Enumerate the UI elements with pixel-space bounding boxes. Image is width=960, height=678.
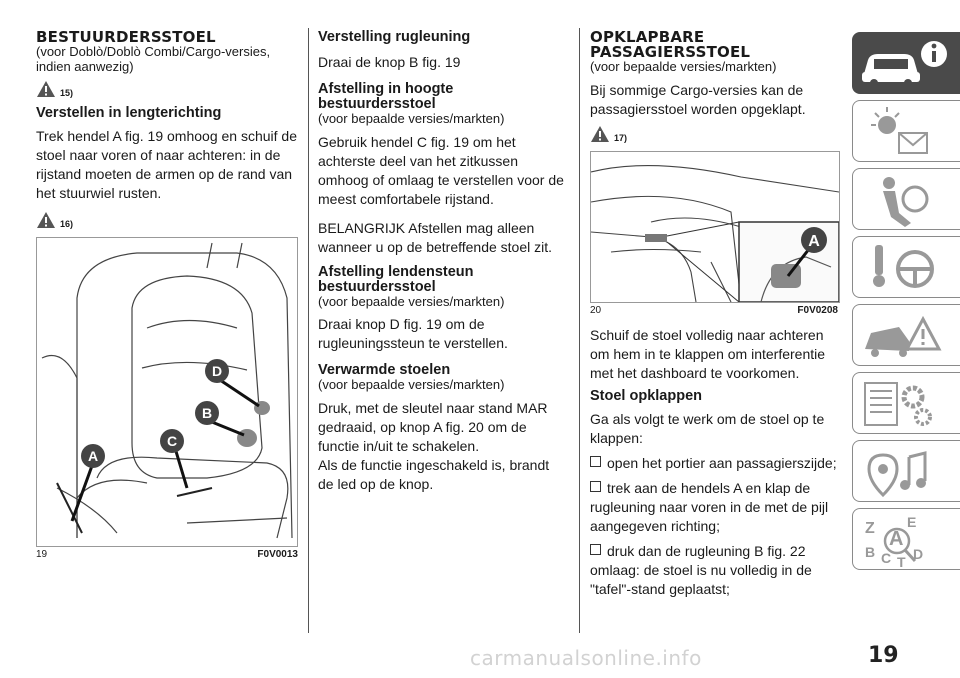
airbag-seat-icon <box>853 169 960 231</box>
page-number: 19 <box>868 643 899 668</box>
section-heading-driver-seat: BESTUURDERSSTOEL <box>36 28 216 46</box>
svg-text:A: A <box>87 448 99 464</box>
tab-car-info[interactable] <box>852 32 960 94</box>
figure-code: F0V0013 <box>257 549 298 560</box>
figure-20-seat-lever <box>590 151 840 303</box>
section-subtitle: (voor bepaalde versies/markten) <box>318 293 505 309</box>
subsection-heading: Verstellen in lengterichting <box>36 105 222 121</box>
list-item: druk dan de rugleuning B fig. 22 omlaag: de stoel is nu volledig in de "tafel"-stand geplaatst; <box>590 542 812 597</box>
paragraph: Draai knop D fig. 19 om de rugleuningssteun te verstellen. <box>318 316 508 351</box>
section-heading-folding-seat: OPKLAPBARE PASSAGIERSSTOEL <box>590 28 751 61</box>
subsection-heading: Verstelling rugleuning <box>318 29 471 45</box>
paragraph: Draai de knop B fig. 19 <box>318 54 461 70</box>
paragraph: Schuif de stoel volledig naar achteren om hem in te klappen om interferentie met het dashboard te voorkomen. <box>590 326 826 381</box>
svg-text:C: C <box>881 550 892 566</box>
tab-airbag-seat[interactable] <box>852 168 960 230</box>
section-subtitle: (voor bepaalde versies/markten) <box>590 59 777 74</box>
subsection-heading: Verwarmde stoelen <box>318 362 451 378</box>
important-note: BELANGRIJK Afstellen mag alleen wanneer u op de betreffende stoel zit. <box>318 219 553 255</box>
maintenance-gears-icon <box>853 373 960 435</box>
svg-text:C: C <box>166 433 178 449</box>
column-left <box>36 30 298 560</box>
figure-caption <box>36 549 298 560</box>
paragraph: Trek hendel A fig. 19 omhoog en schuif de stoel naar voren of naar achteren: in de rijstand moeten de armen op de rand van het stuurwiel rusten. <box>36 128 297 201</box>
column-middle <box>318 30 566 500</box>
svg-text:A: A <box>889 528 904 550</box>
paragraph: Druk, met de sleutel naar stand MAR gedraaid, op knop A fig. 20 om de functie in/uit te schakelen. <box>318 399 548 454</box>
emergency-car-icon <box>853 305 960 367</box>
multimedia-icon <box>853 441 960 503</box>
warning-ref-15: 15) <box>36 78 298 98</box>
checkbox-bullet-icon <box>590 456 601 467</box>
starting-driving-icon <box>853 237 960 299</box>
tab-warning-lights[interactable] <box>852 100 960 162</box>
index-letters-icon <box>853 509 960 571</box>
column-divider <box>579 28 580 633</box>
tab-multimedia[interactable] <box>852 440 960 502</box>
paragraph: Bij sommige Cargo-versies kan de passagiersstoel worden opgeklapt. <box>590 81 806 117</box>
svg-text:D: D <box>211 363 223 379</box>
svg-text:Z: Z <box>865 520 875 537</box>
tab-index[interactable] <box>852 508 960 570</box>
paragraph: Als de functie ingeschakeld is, brandt de led op de knop. <box>318 456 550 492</box>
seat-drawing <box>37 238 297 546</box>
warning-lights-icon <box>853 101 960 163</box>
section-subtitle: (voor bepaalde versies/markten) <box>318 377 505 392</box>
warning-triangle-icon <box>590 125 610 143</box>
svg-text:B: B <box>865 544 876 560</box>
warning-ref-17: 17) <box>590 123 845 143</box>
car-info-icon <box>852 32 960 94</box>
figure-code: F0V0208 <box>797 304 838 316</box>
figure-number: 19 <box>36 549 48 560</box>
figure-19-seat-illustration <box>36 237 298 547</box>
warning-triangle-icon <box>36 80 56 98</box>
lever-drawing <box>591 152 839 302</box>
section-subtitle: (voor Doblò/Doblò Combi/Cargo-versies, indien aanwezig) <box>36 44 271 74</box>
warning-triangle-icon <box>36 211 56 229</box>
subsection-heading: Afstelling in hoogte bestuurdersstoel <box>318 81 454 112</box>
subsection-heading: Afstelling lendensteun bestuurdersstoel <box>318 263 474 295</box>
svg-text:E: E <box>907 514 917 530</box>
paragraph: Gebruik hendel C fig. 19 om het achterste deel van het zitkussen omhoog of omlaag te verstellen voor de meest comfortabele rijstand. <box>318 133 564 207</box>
lever-a <box>771 264 801 288</box>
list-item: trek aan de hendels A en klap de rugleuning naar voren in de met de pijl aangegeven richting; <box>590 479 829 534</box>
tab-starting-driving[interactable] <box>852 236 960 298</box>
svg-text:D: D <box>913 546 924 562</box>
checkbox-bullet-icon <box>590 544 601 555</box>
subsection-heading: Stoel opklappen <box>590 387 702 404</box>
column-right <box>590 30 845 605</box>
warning-ref-16: 16) <box>36 209 298 229</box>
svg-text:B: B <box>201 405 213 421</box>
svg-text:T: T <box>897 554 906 570</box>
checkbox-bullet-icon <box>590 481 601 492</box>
figure-number: 20 <box>590 304 602 316</box>
column-divider <box>308 28 309 633</box>
list-item: open het portier aan passagierszijde; <box>590 454 845 473</box>
watermark: carmanualsonline.info <box>470 646 702 670</box>
section-subtitle: (voor bepaalde versies/markten) <box>318 111 505 126</box>
figure-caption <box>590 305 838 316</box>
tab-maintenance[interactable] <box>852 372 960 434</box>
svg-text:A: A <box>808 232 820 250</box>
tab-emergency[interactable] <box>852 304 960 366</box>
paragraph: Ga als volgt te werk om de stoel op te klappen: <box>590 410 825 446</box>
